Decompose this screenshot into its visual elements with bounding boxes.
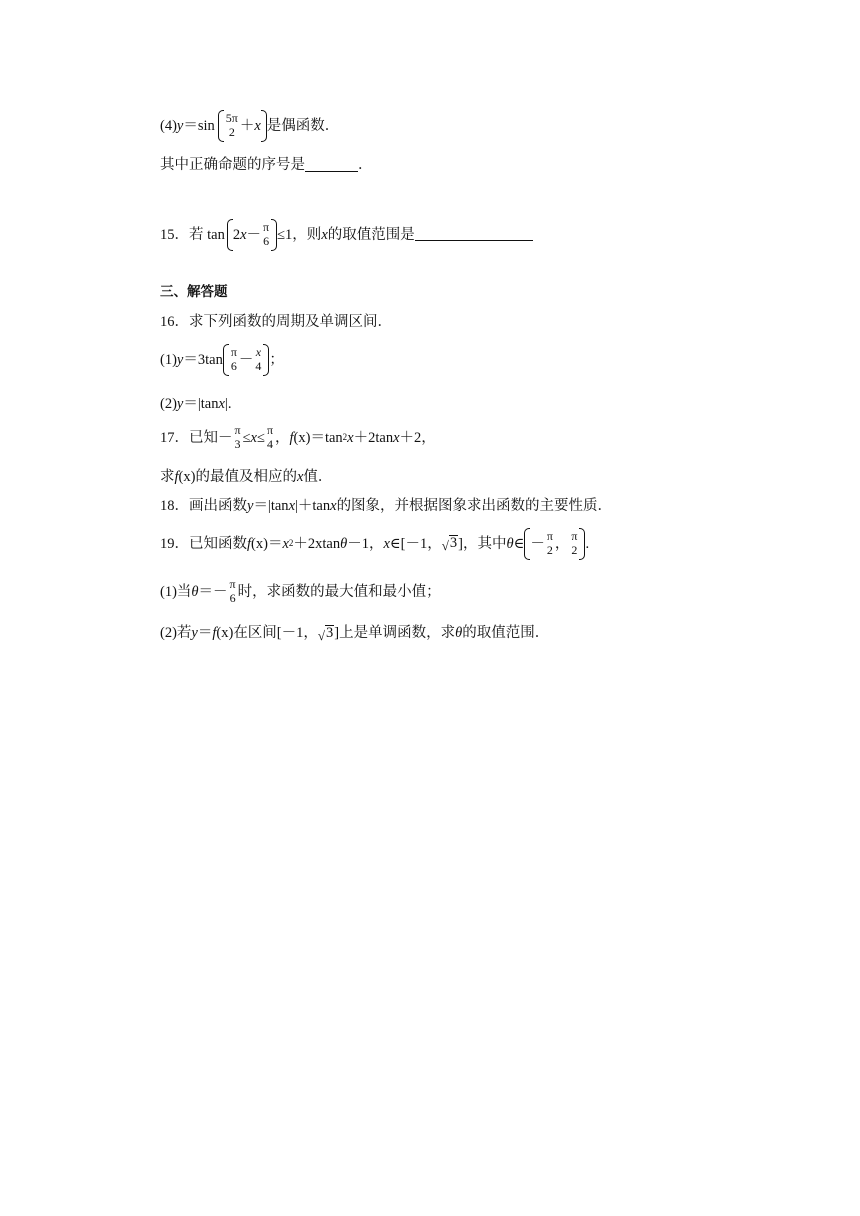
question-16-stem: 16．求下列函数的周期及单调区间． (160, 314, 392, 330)
question-17-line-2: 求 f (x) 的最值及相应的 x 值． (160, 469, 333, 485)
correct-proposition-text: 其中正确命题的序号是 (160, 157, 305, 173)
question-19-sub-2: (2)若 y ＝ f (x) 在区间[－1， √ 3 ]上是单调函数，求 θ 的取值范围． (160, 625, 550, 643)
q19-sub1-fraction: π 6 (229, 577, 236, 605)
section-3-title: 三、解答题 (160, 284, 228, 300)
question-17: 17．已知－ π 3 ≤ x ≤ π 4 ， f (x) ＝tan 2 x ＋2tan x ＋2， (160, 423, 436, 451)
correct-proposition-line: 其中正确命题的序号是 ． (160, 157, 373, 173)
question-19: 19．已知函数 f (x) ＝ x 2 ＋2xtan θ －1， x ∈[－1， √ 3 ]，其中 θ ∈ － π 2 ， π 2 . (160, 529, 590, 557)
item-4-suffix: 是偶函数． (266, 117, 340, 134)
q19-sub2-sqrt: √ 3 (317, 625, 334, 643)
answer-blank-15[interactable] (415, 228, 533, 241)
question-15: 15．若 tan 2 x － π 6 ≤1，则 x 的取值范围是 (160, 221, 533, 249)
item-4-fraction: 5π 2 (225, 111, 238, 139)
item-4-prefix: (4) (160, 117, 177, 134)
item-4-paren: 5π 2 ＋ x (218, 112, 267, 140)
answer-blank-1[interactable] (305, 159, 358, 172)
question-19-sub-1: (1)当 θ ＝－ π 6 时，求函数的最大值和最小值； (160, 577, 441, 605)
q16-paren: π 6 － x 4 (223, 346, 270, 374)
q19-interval: － π 2 ， π 2 (524, 530, 585, 558)
q17-fraction-2: π 4 (266, 423, 273, 451)
q15-fraction: π 6 (263, 220, 270, 248)
question-16-sub-1: (1) y ＝3tan π 6 － x 4 ； (160, 345, 284, 373)
q15-paren: 2 x － π 6 (227, 221, 277, 249)
item-4-y: y (176, 117, 184, 134)
item-4-line (160, 112, 339, 140)
q19-sqrt: √ 3 (441, 535, 458, 554)
question-18: 18．画出函数 y ＝|tan x |＋tan x 的图象，并根据图象求出函数的主要性质． (160, 498, 613, 514)
item-4-eq: ＝sin (183, 117, 215, 134)
q17-fraction-1: π 3 (234, 423, 241, 451)
question-16-sub-2: (2) y ＝|tan x |. (160, 396, 232, 412)
q15-prefix: 15．若 tan (160, 226, 225, 243)
